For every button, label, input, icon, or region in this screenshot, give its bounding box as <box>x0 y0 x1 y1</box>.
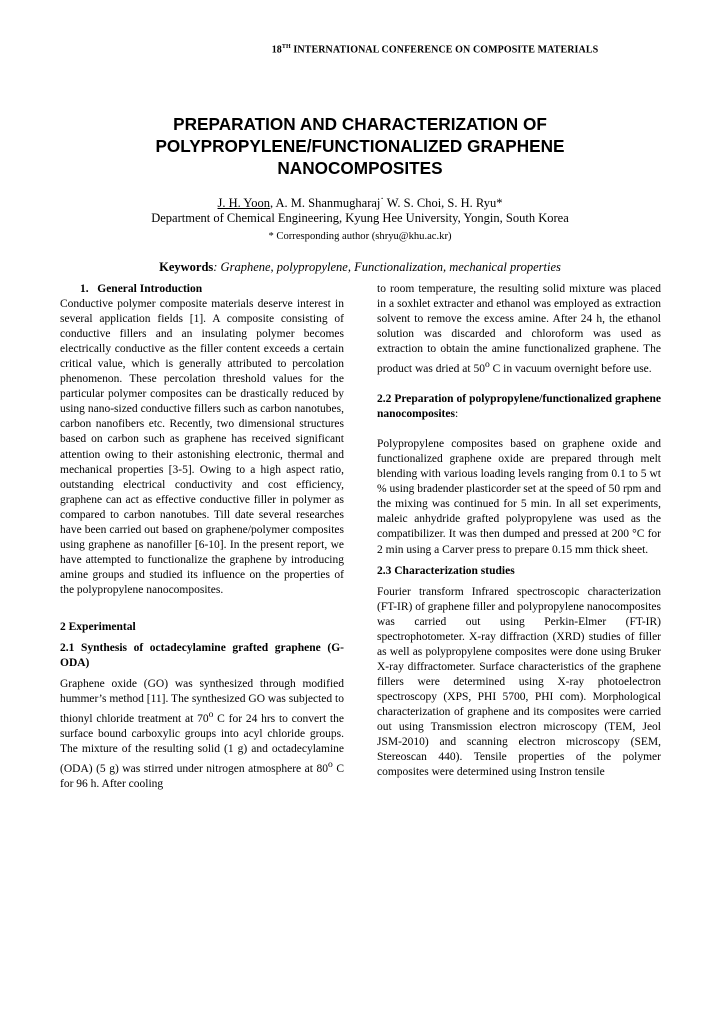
left-column <box>60 282 344 792</box>
title-line-3: NANOCOMPOSITES <box>277 158 443 178</box>
subsection-heading-characterization: 2.3 Characterization studies <box>377 564 515 577</box>
section-heading-introduction: 1. General Introduction <box>80 283 203 295</box>
corresponding-author: * Corresponding author (shryu@khu.ac.kr) <box>268 231 452 242</box>
synthesis-continued-paragraph: to room temperature, the resulting solid mixture was placed in a soxhlet extracter and ethanol was employed as extraction solvent to remove the excess amine. After 24 h, the ethanol solution was discarded and chloroform was used as extraction to obtain the amine functionalized graphene. The product was dried at 50$^o$ C in vacuum overnight before use. <box>377 283 661 376</box>
preparation-paragraph: Polypropylene composites based on graphene oxide and functionalized graphene oxide are prepared through melt blending with various loading levels ranging from 0.1 to 5 wt % using bradender plasticorder set at the speed of 50 rpm and the mixing was continued for 5 min. In all set experiments, maleic anhydride grafted polypropylene was used as the compatibilizer. It was then dumped and pressed at 200 °C for 2 min using a Carver press to prepare 0.15 mm thick sheet. <box>377 438 661 556</box>
synthesis-paragraph: Graphene oxide (GO) was synthesized through modified hummer’s method [11]. The synthesized GO was subjected to thionyl chloride treatment at 70$^o$ C for 24 hrs to convert the surface bound carboxylic groups into acyl chloride groups. The mixture of the resulting solid (1 g) and octadecylamine (ODA) (5 g) was stirred under nitrogen atmosphere at 80$^o$ C for 96 h. After cooling <box>60 678 345 791</box>
section-heading-experimental: 2 Experimental <box>60 620 136 633</box>
title-line-2: POLYPROPYLENE/FUNCTIONALIZED GRAPHENE <box>155 136 565 156</box>
keywords <box>0 260 720 275</box>
introduction-paragraph: Conductive polymer composite materials deserve interest in several application fields [1]. A composite consisting of conductive fillers and an insulating polymer becomes electrically conductive as the filler content exceeds a certain critical value, which is generally attributed to percolation phenomenon. These percolation threshold values for the particular polymer composites can be drastically reduced by using nano-sized conductive fillers such as carbon nanotubes, carbon nanofibers etc. Recently, two dimensional structures based on carbon such as graphene has received significant attention owing to their astonishing electronic, thermal and mechanical properties [3-5]. Owing to a high aspect ratio, outstanding electrical conductivity and cost efficiency, graphene can act as effective conductive filler in polymer as compared to carbon nanotubes. Till date several researches have been carried out based on graphene/polymer composites using graphene as nanofiller [6-10]. In the present report, we have attempted to functionalize the graphene by introducing amine groups and studied its influence on the properties of the polypropylene nanocomposites. <box>60 298 344 596</box>
title-line-1: PREPARATION AND CHARACTERIZATION OF <box>173 114 547 134</box>
conference-header: 18TH INTERNATIONAL CONFERENCE ON COMPOSITE MATERIALS <box>271 44 599 56</box>
affiliation: Department of Chemical Engineering, Kyung Hee University, Yongin, South Korea <box>151 211 569 225</box>
characterization-paragraph: Fourier transform Infrared spectroscopic characterization (FT-IR) of graphene filler and polypropylene nanocomposites was carried out using Perkin-Elmer (FT-IR) spectrophotometer. X-ray diffraction (XRD) studies of filler as well as polypropylene composites were done using Bruker X-ray diffractometer. Surface characteristics of the graphene fillers were determined using X-ray photoelectron spectroscopy (XPS, PHI 5700, PHI com). Morphological characterization of graphene and its composites were carried out using Transmission electron microscopy (TEM, Jeol JSM-2010) and scanning electron microscopy (SEM, Stereoscan 440). Tensile properties of the polymer composites were determined using Instron tensile <box>377 585 661 779</box>
subsection-heading-preparation: 2.2 Preparation of polypropylene/functionalized graphene nanocomposites: <box>377 393 661 421</box>
keywords-label: Keywords <box>159 260 214 274</box>
right-column <box>377 282 661 780</box>
keywords-text: : Graphene, polypropylene, Functionalization, mechanical properties <box>213 260 561 274</box>
first-author: J. H. Yoon <box>217 196 270 211</box>
subsection-heading-synthesis: 2.1 Synthesis of octadecylamine grafted graphene (G-ODA) <box>60 642 344 670</box>
paper-title <box>60 113 660 179</box>
author-list: J. H. Yoon, A. M. Shanmugharaj· W. S. Choi, S. H. Ryu* <box>217 194 503 211</box>
